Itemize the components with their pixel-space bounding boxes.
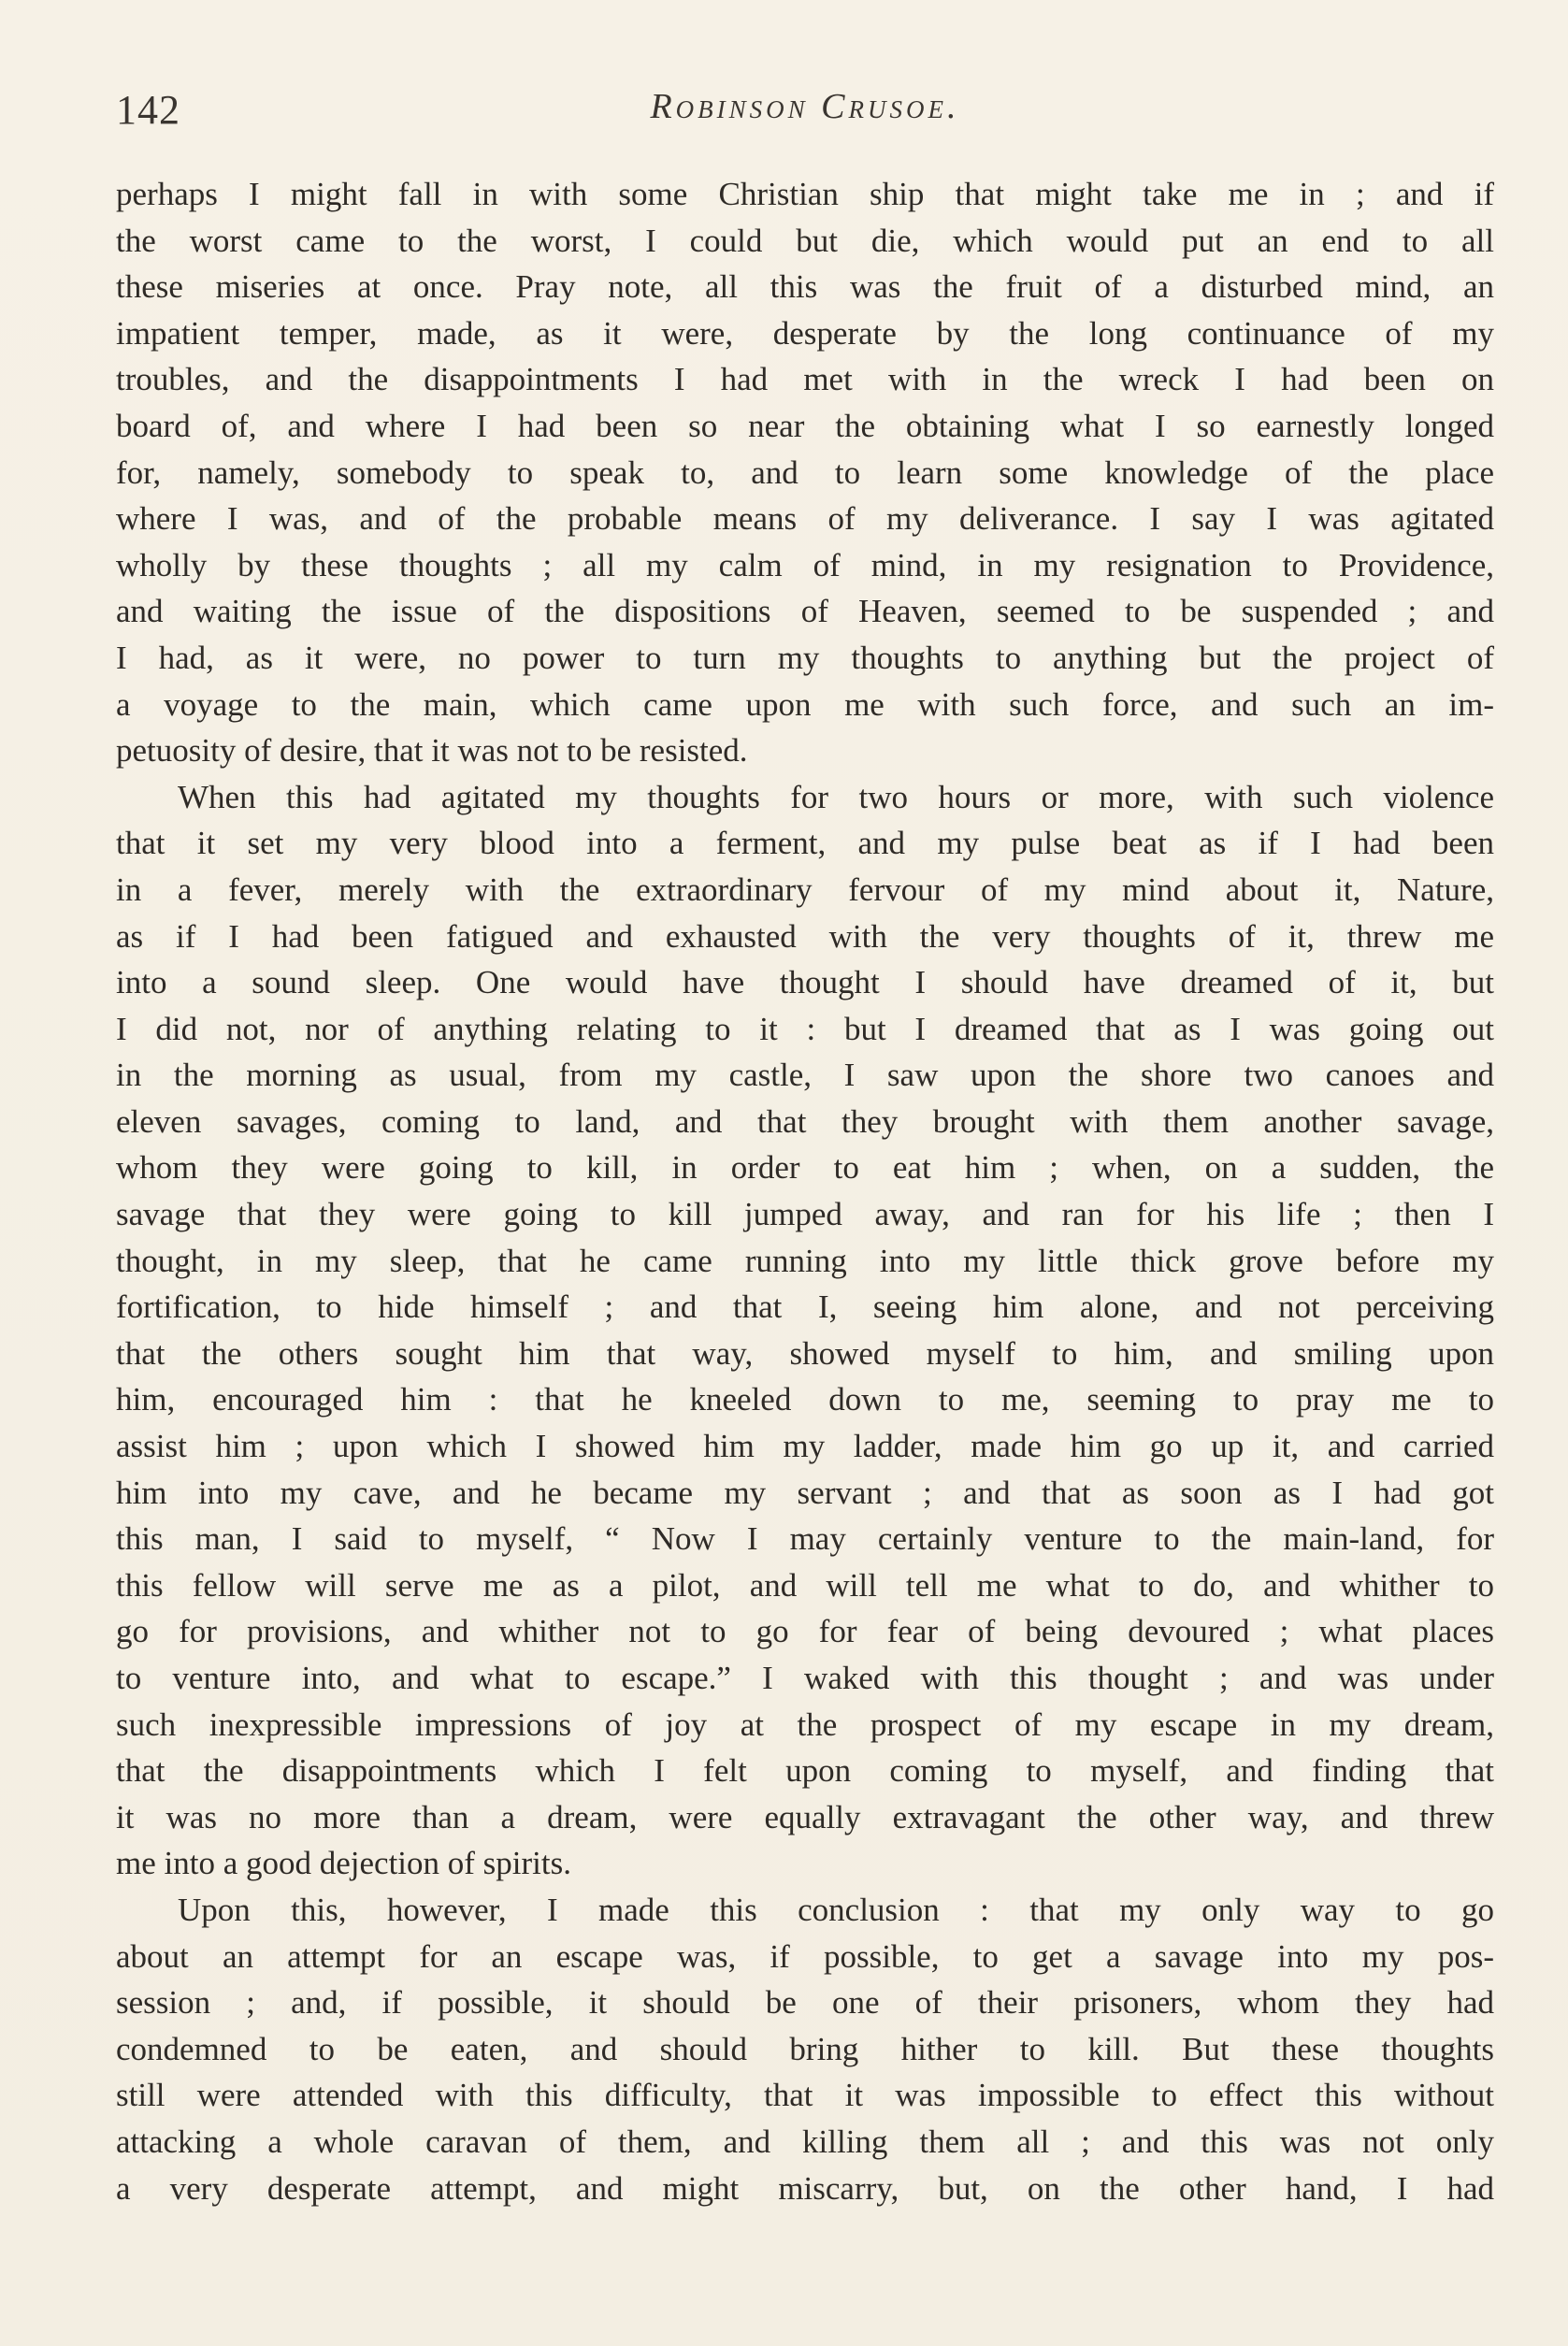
text-line: for, namely, somebody to speak to, and to learn some knowledge of the place [116, 453, 1494, 491]
body-text [116, 171, 1494, 2211]
text-line: me into a good dejection of spirits. [116, 1845, 571, 1882]
paragraph-3 [116, 1887, 1494, 2211]
page-number: 142 [116, 87, 180, 133]
text-line: in a fever, merely with the extraordinary fervour of my mind about it, Nature, [116, 871, 1494, 908]
text-line: go for provisions, and whither not to go for fear of being devoured ; what places [116, 1613, 1494, 1650]
text-line: perhaps I might fall in with some Christian ship that might take me in ; and if [116, 176, 1494, 212]
paragraph-2 [116, 774, 1494, 1887]
text-line: I did not, nor of anything relating to it : but I dreamed that as I was going out [116, 1010, 1494, 1047]
text-line: assist him ; upon which I showed him my ladder, made him go up it, and carried [116, 1428, 1494, 1465]
text-line: and waiting the issue of the dispositions of Heaven, seemed to be suspended ; and [116, 593, 1494, 630]
page-header [116, 86, 1494, 142]
text-line: still were attended with this difficulty, that it was impossible to effect this without [116, 2077, 1494, 2114]
text-line: attacking a whole caravan of them, and killing them all ; and this was not only [116, 2123, 1494, 2160]
paragraph-1 [116, 171, 1494, 774]
text-line: petuosity of desire, that it was not to be resisted. [116, 732, 748, 770]
text-line: about an attempt for an escape was, if possible, to get a savage into my pos- [116, 1937, 1494, 1975]
text-line: that the disappointments which I felt upon coming to myself, and finding that [116, 1752, 1494, 1790]
text-line: in the morning as usual, from my castle, I saw upon the shore two canoes and [116, 1057, 1494, 1094]
text-line: these miseries at once. Pray note, all this was the fruit of a disturbed mind, an [116, 268, 1494, 306]
text-line: When this had agitated my thoughts for two hours or more, with such violence [178, 778, 1494, 815]
text-line: I had, as it were, no power to turn my thoughts to anything but the project of [116, 639, 1494, 676]
text-line: session ; and, if possible, it should be one of their prisoners, whom they had [116, 1984, 1494, 2022]
text-line: a very desperate attempt, and might miscarry, but, on the other hand, I had [116, 2169, 1494, 2207]
text-line: whom they were going to kill, in order to eat him ; when, on a sudden, the [116, 1149, 1494, 1187]
text-line: it was no more than a dream, were equally extravagant the other way, and threw [116, 1798, 1494, 1835]
text-line: savage that they were going to kill jumped away, and ran for his life ; then I [116, 1196, 1494, 1233]
text-line: as if I had been fatigued and exhausted with the very thoughts of it, threw me [116, 917, 1494, 955]
text-line: him, encouraged him : that he kneeled down to me, seeming to pray me to [116, 1381, 1494, 1418]
text-line: this fellow will serve me as a pilot, and will tell me what to do, and whither to [116, 1566, 1494, 1604]
text-line: Upon this, however, I made this conclusion : that my only way to go [178, 1891, 1494, 1928]
text-line: to venture into, and what to escape.” I waked with this thought ; and was under [116, 1660, 1494, 1696]
text-line: this man, I said to myself, “ Now I may certainly venture to the main-land, for [116, 1520, 1494, 1558]
text-line: troubles, and the disappointments I had met with in the wreck I had been on [116, 361, 1494, 398]
text-line: such inexpressible impressions of joy at the prospect of my escape in my dream, [116, 1706, 1494, 1743]
text-line: into a sound sleep. One would have thought I should have dreamed of it, but [116, 964, 1494, 1001]
text-line: that it set my very blood into a ferment, and my pulse beat as if I had been [116, 825, 1494, 862]
text-line: wholly by these thoughts ; all my calm of mind, in my resignation to Providence, [116, 546, 1494, 583]
text-line: where I was, and of the probable means of my deliverance. I say I was agitated [116, 500, 1494, 538]
text-line: impatient temper, made, as it were, desperate by the long continuance of my [116, 314, 1494, 352]
text-line: that the others sought him that way, showed myself to him, and smiling upon [116, 1334, 1494, 1372]
text-line: board of, and where I had been so near the obtaining what I so earnestly longed [116, 407, 1494, 444]
text-line: eleven savages, coming to land, and that they brought with them another savage, [116, 1102, 1494, 1140]
text-line: thought, in my sleep, that he came running into my little thick grove before my [116, 1242, 1494, 1279]
text-line: fortification, to hide himself ; and that I, seeing him alone, and not perceiving [116, 1288, 1494, 1326]
running-title: Robinson Crusoe. [650, 87, 960, 126]
text-line: him into my cave, and he became my servant ; and that as soon as I had got [116, 1474, 1494, 1511]
text-line: a voyage to the main, which came upon me with such force, and such an im- [116, 685, 1494, 723]
text-line: condemned to be eaten, and should bring hither to kill. But these thoughts [116, 2030, 1494, 2067]
text-line: the worst came to the worst, I could but die, which would put an end to all [116, 222, 1494, 259]
